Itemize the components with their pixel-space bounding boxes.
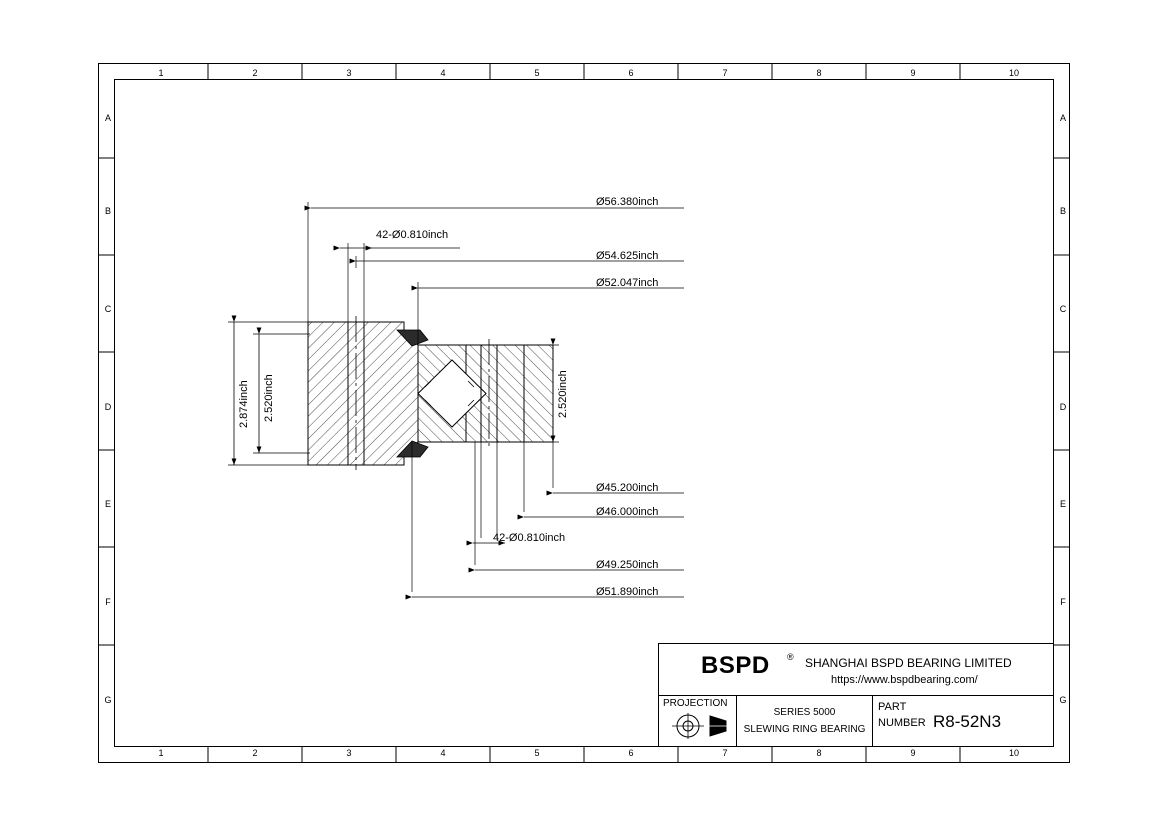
series-description: SLEWING RING BEARING: [743, 724, 866, 735]
zone-label-top-10: 10: [1008, 68, 1019, 78]
zone-label-bottom-5: 5: [534, 748, 540, 758]
zone-label-top-2: 2: [252, 68, 258, 78]
zone-label-top-3: 3: [346, 68, 352, 78]
zone-label-bottom-2: 2: [252, 748, 258, 758]
zone-label-bottom-8: 8: [816, 748, 822, 758]
dimension-bolt-holes-outer: 42-Ø0.810inch: [376, 229, 449, 241]
zone-label-right-d: D: [1059, 402, 1067, 412]
zone-label-bottom-7: 7: [722, 748, 728, 758]
series-cell: [737, 696, 873, 747]
dimension-inner-ring-od: Ø52.047inch: [596, 277, 659, 289]
part-number-value: R8-52N3: [933, 712, 1002, 731]
dimension-inner-ring-outer: Ø51.890inch: [596, 586, 659, 598]
zone-label-right-e: E: [1059, 499, 1066, 509]
company-logo: BSPD: [701, 652, 770, 679]
zone-label-right-f: F: [1060, 597, 1066, 607]
zone-label-bottom-9: 9: [910, 748, 916, 758]
company-url[interactable]: https://www.bspdbearing.com/: [831, 674, 978, 686]
dimension-outer-od: Ø56.380inch: [596, 196, 659, 208]
dimension-inner-step: Ø46.000inch: [596, 506, 659, 518]
zone-label-right-a: A: [1059, 113, 1066, 123]
part-number-label-line2: NUMBER: [878, 717, 926, 729]
series-code: SERIES 5000: [773, 707, 836, 718]
title-block: [658, 643, 1054, 747]
registered-mark: ®: [787, 652, 794, 662]
zone-label-top-5: 5: [534, 68, 540, 78]
zone-label-top-1: 1: [158, 68, 164, 78]
zone-label-left-d: D: [104, 402, 112, 412]
dimension-bolt-circle-inner: Ø49.250inch: [596, 559, 659, 571]
projection-cell: [659, 696, 737, 747]
dimension-bore: Ø45.200inch: [596, 482, 659, 494]
zone-label-bottom-1: 1: [158, 748, 164, 758]
zone-label-top-4: 4: [440, 68, 446, 78]
zone-label-top-9: 9: [910, 68, 916, 78]
first-angle-projection-icon: [667, 716, 729, 742]
dimension-bolt-circle-outer: Ø54.625inch: [596, 250, 659, 262]
zone-label-left-e: E: [104, 499, 111, 509]
zone-label-left-f: F: [105, 597, 111, 607]
dimension-height-overall: 2.874inch: [238, 380, 250, 428]
zone-label-bottom-3: 3: [346, 748, 352, 758]
projection-label: PROJECTION: [663, 698, 728, 709]
zone-label-bottom-4: 4: [440, 748, 446, 758]
zone-label-left-a: A: [104, 113, 111, 123]
zone-label-top-8: 8: [816, 68, 822, 78]
title-block-header: [659, 644, 1053, 696]
zone-label-top-6: 6: [628, 68, 634, 78]
zone-label-left-b: B: [104, 206, 111, 216]
zone-label-right-b: B: [1059, 206, 1066, 216]
zone-label-bottom-10: 10: [1008, 748, 1019, 758]
zone-label-right-c: C: [1059, 304, 1067, 314]
zone-label-left-g: G: [104, 695, 112, 705]
dimension-height-inner-ring: 2.520inch: [557, 370, 569, 418]
zone-label-left-c: C: [104, 304, 112, 314]
dimension-height-outer-ring: 2.520inch: [263, 374, 275, 422]
company-name: SHANGHAI BSPD BEARING LIMITED: [805, 656, 1012, 670]
part-number-cell: [873, 696, 1054, 747]
zone-label-right-g: G: [1059, 695, 1067, 705]
zone-label-bottom-6: 6: [628, 748, 634, 758]
dimension-bolt-holes-inner: 42-Ø0.810inch: [493, 532, 566, 544]
part-number-label-line1: PART: [878, 701, 907, 713]
zone-label-top-7: 7: [722, 68, 728, 78]
